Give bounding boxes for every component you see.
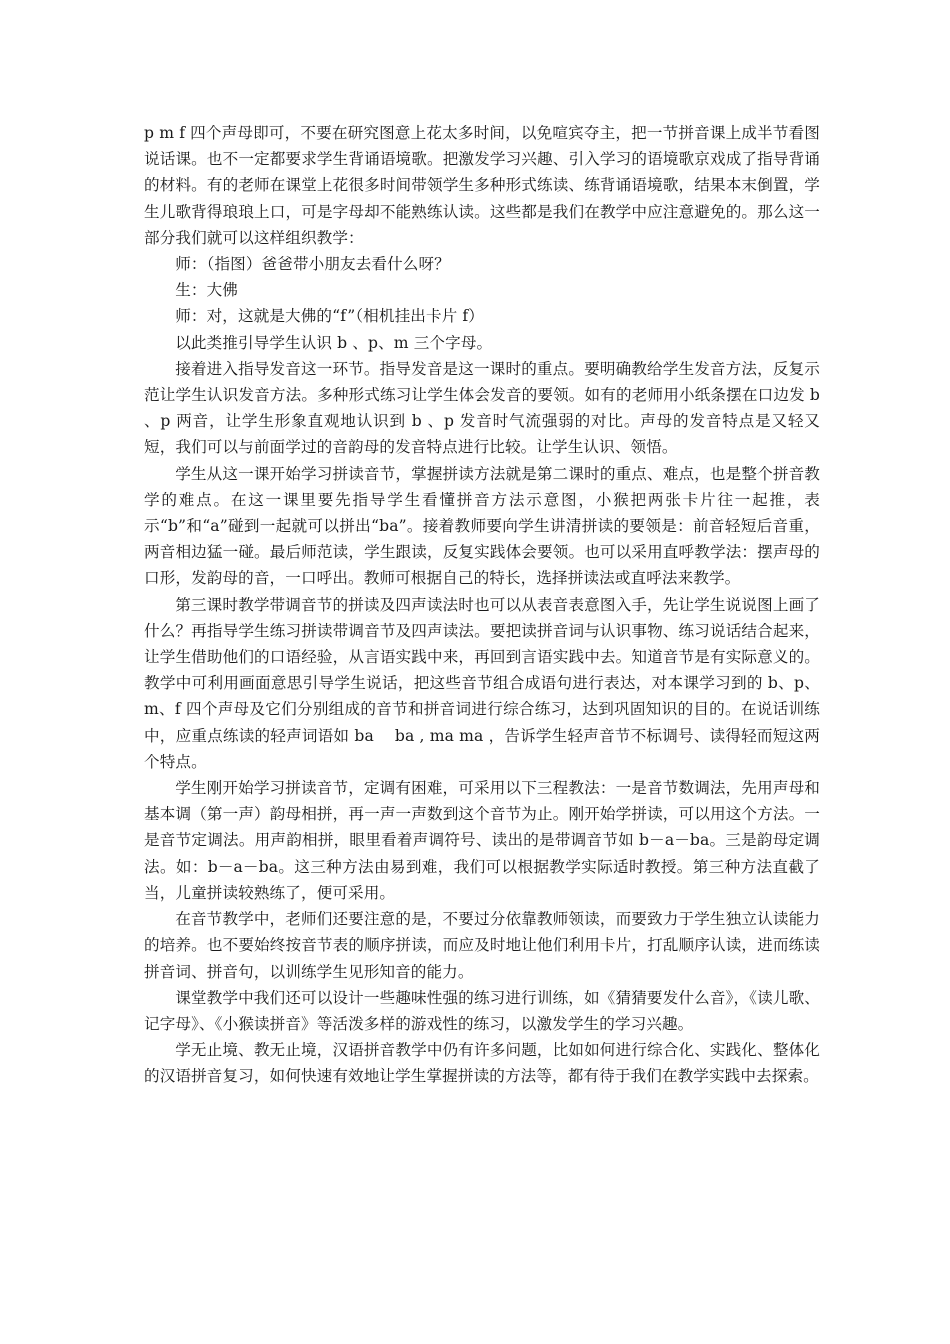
paragraph-spelling: 学生从这一课开始学习拼读音节，掌握拼读方法就是第二课时的重点、难点，也是整个拼音教学的难点。在这一课里要先指导学生看懂拼音方法示意图，小猴把两张卡片往一起推，表示“b”和“a”碰到一起就可以拼出“ba”。接着教师要向学生讲清拼读的要领是：前音轻短后音重，两音相边猛一碰。最后师范读，学生跟读，反复实践体会要领。也可以采用直呼教学法：摆声母的口形，发韵母的音，一口呼出。教师可根据自己的特长，选择拼读法或直呼法来教学。 [144,464,820,588]
dialogue-teacher-reply: 师：对，这就是大佛的“f”（相机挂出卡片 f） [175,307,484,326]
paragraph-conclusion: 学无止境、教无止境，汉语拼音教学中仍有许多问题，比如如何进行综合化、实践化、整体化的汉语拼音复习，如何快速有效地让学生掌握拼读的方法等，都有待于我们在教学实践中去探索。 [144,1041,820,1086]
paragraph-games: 课堂教学中我们还可以设计一些趣味性强的练习进行训练，如《猜猜要发什么音》，《读儿歌、记字母》、《小猴读拼音》等活泼多样的游戏性的练习，以激发学生的学习兴趣。 [144,988,820,1033]
paragraph-independent-reading: 在音节教学中，老师们还要注意的是，不要过分依靠教师领读，而要致力于学生独立认读能力的培养。也不要始终按音节表的顺序拼读，而应及时地让他们利用卡片，打乱顺序认读，进而练读拼音词、拼音句，以训练学生见形知音的能力。 [144,910,820,981]
paragraph-tone-methods: 学生刚开始学习拼读音节，定调有困难，可采用以下三程教法：一是音节数调法，先用声母和基本调（第一声）韵母相拼，再一声一声数到这个音节为止。刚开始学拼读，可以用这个方法。一是音节定调法。用声韵相拼，眼里看着声调符号、读出的是带调音节如 b－a－ba。三是韵母定调法。如：b－a－ba。这三种方法由易到难，我们可以根据教学实际适时教授。第三种方法直截了当，儿童拼读较熟练了，便可采用。 [144,779,820,902]
paragraph-1: p m f 四个声母即可，不要在研究图意上花太多时间，以免喧宾夺主，把一节拼音课上成半节看图说话课。也不一定都要求学生背诵语境歌。把激发学习兴趣、引入学习的语境歌京戏成了指导背诵的材料。有的老师在课堂上花很多时间带领学生多种形式练读、练背诵语境歌，结果本末倒置，学生儿歌背得琅琅上口，可是字母却不能熟练认读。这些都是我们在教学中应注意避免的。那么这一部分我们就可以这样组织教学： [144,124,820,247]
dialogue-student-answer: 生：大佛 [175,281,238,300]
paragraph-pronunciation: 接着进入指导发音这一环节。指导发音是这一课时的重点。要明确教给学生发音方法，反复示范让学生认识发音方法。多种形式练习让学生体会发音的要领。如有的老师用小纸条摆在口边发 b 、p 两音，让学生形象直观地认识到 b 、p 发音时气流强弱的对比。声母的发音特点是又轻又短，我们可以与前面学过的音韵母的发音特点进行比较。让学生认识、领悟。 [144,359,820,457]
paragraph-third-lesson: 第三课时教学带调音节的拼读及四声读法时也可以从表音表意图入手，先让学生说说图上画了什么？再指导学生练习拼读带调音节及四声读法。要把读拼音词与认识事物、练习说话结合起来，让学生借助他们的口语经验，从言语实践中来，再回到言语实践中去。知道音节是有实际意义的。教学中可利用画面意思引导学生说话，把这些音节组合成语句进行表达，对本课学习到的 b、p、m、f 四个声母及它们分别组成的音节和拼音词进行综合练习，达到巩固知识的目的。在说话训练中，应重点练读的轻声词语如 ba ba , ma ma ，告诉学生轻声音节不标调号、读得轻而短这两个特点。 [144,595,820,771]
dialogue-teacher-question: 师：（指图）爸爸带小朋友去看什么呀？ [175,255,450,274]
document-body [144,120,820,1090]
paragraph-analogy: 以此类推引导学生认识 b 、p、m 三个字母。 [175,333,493,352]
